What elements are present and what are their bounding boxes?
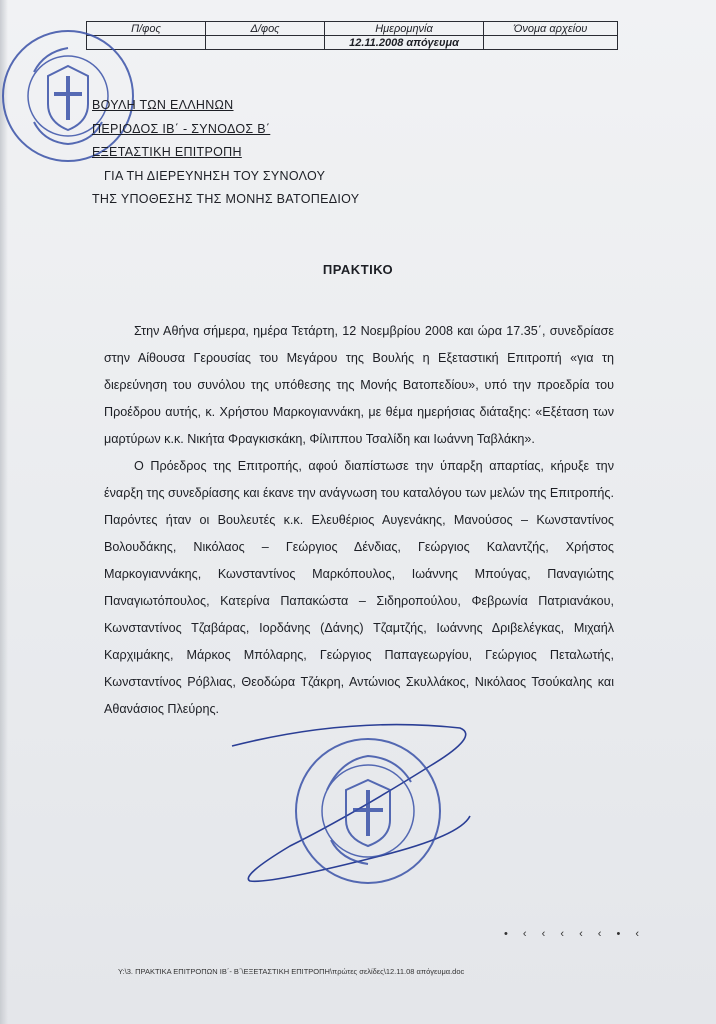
header-col-protocol: Π/φος <box>87 22 206 36</box>
header-cell-date-value: 12.11.2008 απόγευμα <box>325 36 484 50</box>
paragraph-session-opening: Στην Αθήνα σήμερα, ημέρα Τετάρτη, 12 Νοεμβρίου 2008 και ώρα 17.35΄, συνεδρίασε στην Αίθουσα Γερουσίας του Μεγάρου της Βουλής η Εξεταστική Επιτροπή «για τη διερεύνηση του συνόλου της υπόθεσης της Μονής Βατοπεδίου», υπό την προεδρία του Προέδρου αυτής, κ. Χρήστου Μαρκογιαννάκη, με θέμα ημερήσιας διάταξης: «Εξέταση των μαρτύρων κ.κ. Νικήτα Φραγκισκάκη, Φίλιππου Τσαλίδη και Ιωάννη Ταβλάκη». <box>104 324 614 446</box>
header-col-typist: Δ/φος <box>206 22 325 36</box>
header-col-filename: Όνομα αρχείου <box>484 22 618 36</box>
minutes-body <box>104 318 614 723</box>
heading-line-period: ΠΕΡΙΟΔΟΣ ΙΒ΄ - ΣΥΝΟΔΟΣ Β΄ <box>92 121 271 136</box>
handwritten-marks: • ‹ ‹ ‹ ‹ ‹ • ‹ <box>504 928 646 940</box>
heading-line-purpose: ΓΙΑ ΤΗ ΔΙΕΡΕΥΝΗΣΗ ΤΟΥ ΣΥΝΟΛΟΥ <box>104 168 326 183</box>
paragraph-attendance: Ο Πρόεδρος της Επιτροπής, αφού διαπίστωσε την ύπαρξη απαρτίας, κήρυξε την έναρξη της συνεδρίασης και έκανε την ανάγνωση του καταλόγου των μελών της Επιτροπής. Παρόντες ήταν οι Βουλευτές κ.κ. Ελευθέριος Αυγενάκης, Μανούσος – Κωνσταντίνος Βολουδάκης, Νικόλαος – Γεώργιος Δένδιας, Γεώργιος Καλαντζής, Χρήστος Μαρκογιαννάκης, Κωνσταντίνος Μαρκόπουλος, Ιωάννης Μπούγας, Παναγιώτης Παναγιωτόπουλος, Κατερίνα Παπακώστα – Σιδηροπούλου, Φεβρωνία Πατριανάκου, Κωνσταντίνος Τζαβάρας, Ιορδάνης (Δάνης) Τζαμτζής, Ιωάννης Δριβελέγκας, Μιχαήλ Καρχιμάκης, Μάρκος Μπόλαρης, Γεώργιος Παπαγεωργίου, Γεώργιος Πεταλωτής, Κωνσταντίνος Ρόβλιας, Θεοδώρα Τζάκρη, Αντώνιος Σκυλλάκος, Νικόλαος Τσούκαλης και Αθανάσιος Πλεύρης. <box>104 459 614 716</box>
header-table-row <box>87 36 618 50</box>
heading-line-subject: ΤΗΣ ΥΠΟΘΕΣΗΣ ΤΗΣ ΜΟΝΗΣ ΒΑΤΟΠΕΔΙΟΥ <box>92 192 360 206</box>
file-path-footer: Υ:\3. ΠΡΑΚΤΙΚΑ ΕΠΙΤΡΟΠΩΝ ΙΒ΄- Β΄\ΕΞΕΤΑΣΤΙΚΗ ΕΠΙΤΡΟΠΗ\πρώτες σελίδες\12.11.08 απόγευμα.doc <box>118 967 465 976</box>
header-table-row <box>87 22 618 36</box>
header-cell-empty <box>206 36 325 50</box>
header-cell-empty <box>484 36 618 50</box>
document-heading <box>92 94 359 212</box>
header-col-date: Ημερομηνία <box>325 22 484 36</box>
stamp-emblem-icon <box>297 740 439 882</box>
heading-line-committee: ΕΞΕΤΑΣΤΙΚΗ ΕΠΙΤΡΟΠΗ <box>92 145 242 159</box>
heading-line-parliament: ΒΟΥΛΗ ΤΩΝ ΕΛΛΗΝΩΝ <box>92 98 234 112</box>
header-table <box>86 21 618 50</box>
parliament-stamp-bottom <box>295 738 441 884</box>
page-title: ΠΡΑΚΤΙΚΟ <box>322 262 394 277</box>
